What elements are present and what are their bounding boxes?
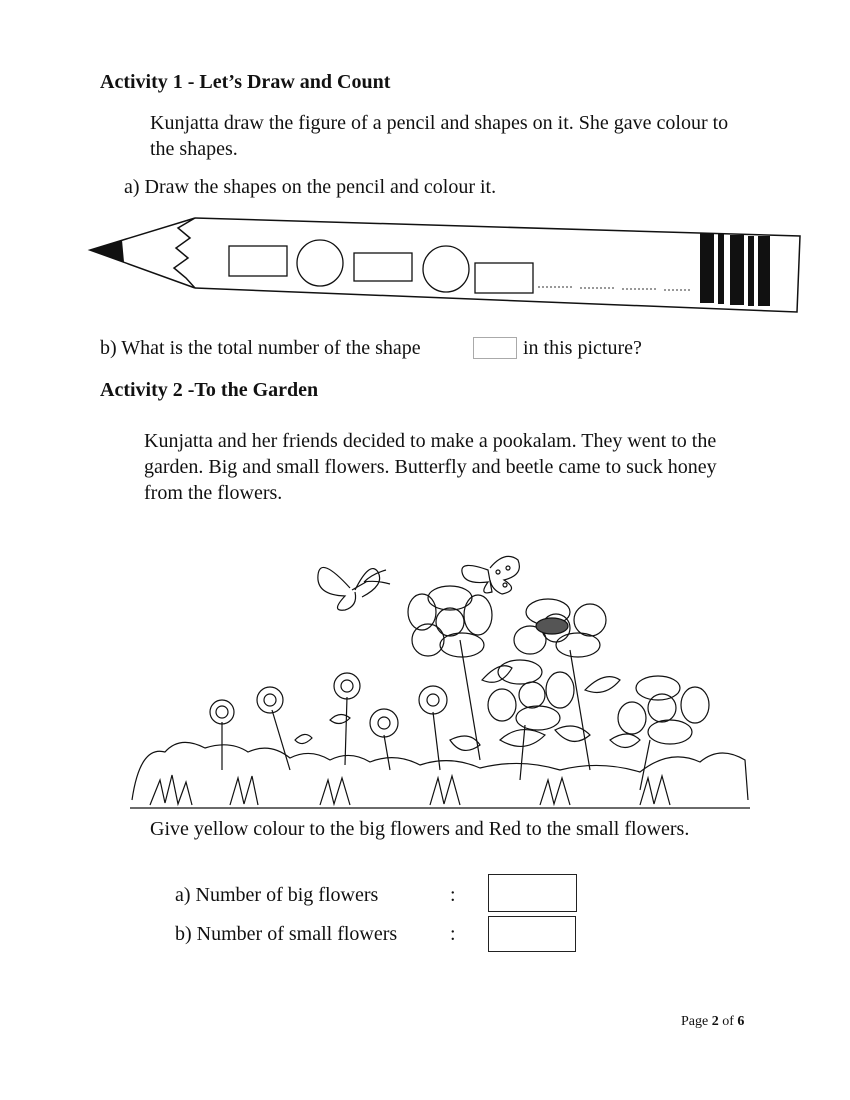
activity2-intro: Kunjatta and her friends decided to make a pookalam. They went to the garden. Big and small flowers. Butterfly and beetle came to suck honey from the flowers. — [144, 430, 717, 504]
big-flower-4 — [618, 676, 709, 790]
footer-of-word: of — [722, 1014, 734, 1029]
activity2-instruction: Give yellow colour to the big flowers and Red to the small flowers. — [150, 818, 690, 840]
activity1-part-b-prefix: b) What is the total number of the shape — [100, 337, 421, 359]
big-flower-3 — [488, 660, 574, 780]
activity1-intro: Kunjatta draw the figure of a pencil and shapes on it. She gave colour to the shapes. — [150, 112, 729, 160]
small-flowers-answer-box[interactable] — [488, 916, 576, 952]
big-flower-1 — [408, 586, 492, 760]
small-flower-3 — [334, 673, 360, 765]
beetle-icon — [536, 618, 568, 634]
page-footer — [681, 1014, 744, 1030]
activity2-title: Activity 2 -To the Garden — [100, 379, 319, 401]
butterfly-right-icon — [462, 556, 520, 594]
big-flowers-answer-box[interactable] — [488, 874, 577, 912]
footer-total-pages: 6 — [737, 1014, 745, 1029]
small-flower-5 — [419, 686, 447, 770]
small-flower-2 — [257, 687, 290, 770]
butterfly-left-icon — [318, 567, 390, 610]
small-flower-1 — [210, 700, 234, 770]
activity1-part-b-suffix: in this picture? — [523, 337, 642, 359]
question-small-flowers-label: b) Number of small flowers — [175, 923, 398, 945]
activity1-part-a: a) Draw the shapes on the pencil and colour it. — [124, 176, 497, 198]
footer-page-number: 2 — [711, 1014, 719, 1029]
question-small-flowers-colon: : — [450, 923, 456, 945]
big-flower-2 — [514, 599, 606, 770]
question-big-flowers-label: a) Number of big flowers — [175, 884, 379, 906]
activity1-title: Activity 1 - Let’s Draw and Count — [100, 71, 391, 93]
footer-page-word: Page — [681, 1014, 709, 1029]
question-big-flowers-colon: : — [450, 884, 456, 906]
bush-outline — [132, 742, 748, 800]
